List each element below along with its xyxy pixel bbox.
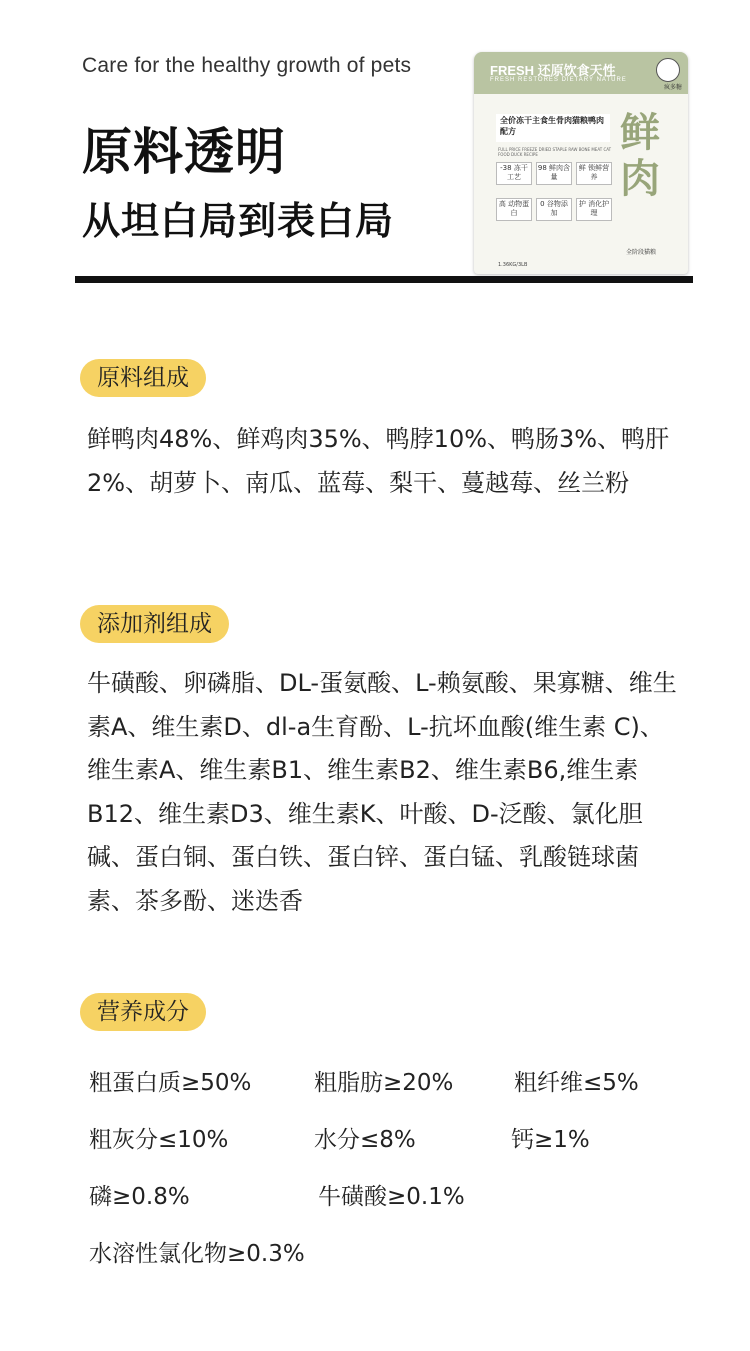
bag-brand-sub: FRESH RESTORES DIETARY NATURE bbox=[490, 77, 627, 83]
bag-feature: -38 冻干工艺 bbox=[496, 162, 532, 185]
bag-footer-badge: 全阶段猫粮 bbox=[626, 249, 657, 256]
tagline: Care for the healthy growth of pets bbox=[82, 54, 412, 77]
nutrition-item: 水溶性氯化物≥0.3% bbox=[89, 1241, 305, 1267]
section-label-raw: 原料组成 bbox=[80, 359, 206, 397]
header-divider bbox=[75, 276, 693, 283]
bag-maker: 疯多糖 bbox=[663, 84, 682, 91]
section-label-additive: 添加剂组成 bbox=[80, 605, 229, 643]
nutrition-item: 粗蛋白质≥50% bbox=[89, 1070, 252, 1096]
brand-logo-icon bbox=[656, 58, 680, 82]
nutrition-item: 磷≥0.8% bbox=[89, 1184, 190, 1210]
bag-product-name-en: FULL PRICE FREEZE DRIED STAPLE RAW BONE MEAT CAT FOOD DUCK RECIPE bbox=[498, 147, 612, 157]
nutrition-item: 牛磺酸≥0.1% bbox=[318, 1184, 465, 1210]
page-subtitle: 从坦白局到表白局 bbox=[82, 199, 395, 243]
product-bag-image bbox=[474, 52, 688, 274]
section-label-nutrition: 营养成分 bbox=[80, 993, 206, 1031]
nutrition-item: 粗纤维≤5% bbox=[514, 1070, 639, 1096]
bag-feature: 高 动物蛋白 bbox=[496, 198, 532, 221]
bag-feature: 0 谷物添加 bbox=[536, 198, 572, 221]
nutrition-item: 钙≥1% bbox=[511, 1127, 590, 1153]
nutrition-item: 水分≤8% bbox=[314, 1127, 416, 1153]
bag-product-name: 全价冻干主食生骨肉猫粮鸭肉配方 bbox=[500, 116, 604, 136]
bag-feature: 护 消化护理 bbox=[576, 198, 612, 221]
nutrition-item: 粗灰分≤10% bbox=[89, 1127, 229, 1153]
page-title: 原料透明 bbox=[82, 123, 286, 181]
raw-materials-text: 鲜鸭肉48%、鲜鸡肉35%、鸭脖10%、鸭肠3%、鸭肝2%、胡萝卜、南瓜、蓝莓、梨干、蔓越莓、丝兰粉 bbox=[87, 425, 670, 497]
bag-feature: 98 鲜肉含量 bbox=[536, 162, 572, 185]
bag-big-text: 鲜肉 bbox=[620, 110, 660, 202]
bag-feature: 鲜 锁鲜营养 bbox=[576, 162, 612, 185]
nutrition-item: 粗脂肪≥20% bbox=[314, 1070, 454, 1096]
bag-weight: 1.36KG/3LB bbox=[498, 262, 528, 268]
additives-text: 牛磺酸、卵磷脂、DL-蛋氨酸、L-赖氨酸、果寡糖、维生素A、维生素D、dl-a生育酚、L-抗坏血酸(维生素 C)、维生素A、维生素B1、维生素B2、维生素B6,维生素B12、维生素D3、维生素K、叶酸、D-泛酸、氯化胆碱、蛋白铜、蛋白铁、蛋白锌、蛋白锰、乳酸链球菌素、茶多酚、迷迭香 bbox=[87, 669, 677, 915]
bag-brand: FRESH 还原饮食天性 bbox=[490, 63, 616, 78]
